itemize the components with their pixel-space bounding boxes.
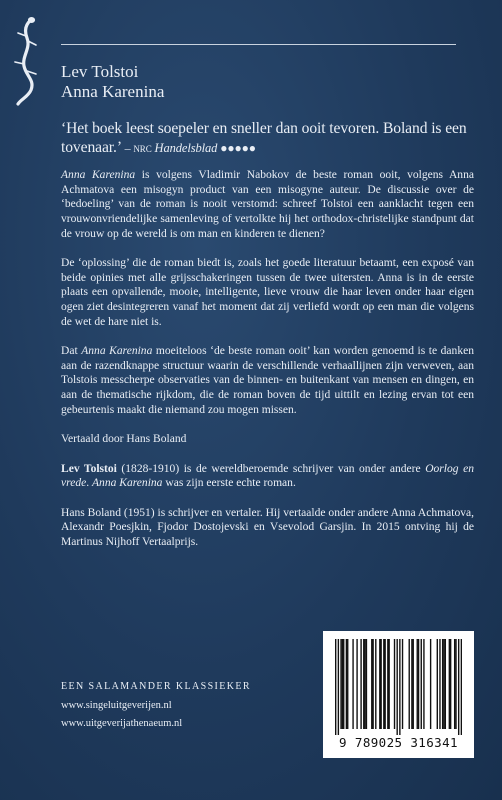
paragraph-1-text: is volgens Vladimir Nabokov de beste roman ooit, volgens Anna Achmatova een misogyn product van een misogyne auteur. De discussie over de ‘bedoeling’ van de roman is nooit verstomd: schreef Tolstoi een aanklacht tegen een vrouwonvriendelijke samenleving of vertolkte hij het orthodox-christelijke standpunt dat de vrouw op de wereld is om man en kinderen te dienen? [61, 169, 474, 240]
barcode-bar [375, 639, 376, 729]
barcode-bar [449, 639, 450, 729]
barcode-bar [443, 639, 444, 729]
barcode-bar [388, 639, 389, 729]
title-em: Anna Karenina [81, 345, 153, 358]
author-bio-post: was zijn eerste echte roman. [162, 477, 296, 490]
barcode-bar [402, 639, 403, 729]
quote-source-prefix: nrc [133, 141, 152, 155]
barcode-bar [338, 639, 339, 735]
barcode-bar [439, 639, 440, 729]
quote-source-name: Handelsblad [154, 141, 218, 155]
barcode-bar [380, 639, 381, 729]
barcode-bar [346, 639, 347, 729]
quote-dash: – [124, 141, 134, 155]
series-imprint: EEN SALAMANDER KLASSIEKER [61, 681, 251, 692]
author-bio-mid: . [86, 477, 92, 490]
barcode-bar [461, 639, 462, 735]
barcode-bar [372, 639, 373, 729]
paragraph-1 [61, 168, 474, 242]
barcode-bar [450, 639, 451, 729]
barcode-bar [383, 639, 384, 729]
barcode-bar [387, 639, 388, 729]
barcode-bar [342, 639, 343, 729]
barcode-bar [343, 639, 344, 729]
barcode-bar [379, 639, 380, 729]
barcode-bar [356, 639, 357, 729]
rating-dots: ●●●●● [220, 141, 256, 155]
barcode-bar [363, 639, 364, 729]
isbn-barcode [323, 631, 474, 758]
barcode-bar [384, 639, 385, 729]
barcode-bar [366, 639, 367, 729]
barcode-bar [364, 639, 365, 729]
barcode-bar [347, 639, 348, 729]
barcode-bar [340, 639, 341, 729]
publisher-url-1: www.singeluitgeverijen.nl [61, 700, 172, 711]
author-name: Lev Tolstoi [61, 62, 139, 81]
translator-credit: Vertaald door Hans Boland [61, 433, 187, 446]
barcode-bar [421, 639, 422, 729]
barcode-bar [396, 639, 397, 735]
paragraph-3-text: moeiteloos ‘de beste roman ooit’ kan worden genoemd is te danken aan de razendknappe structuur waarin de verschillende verhaallijnen zijn verweven, aan Tolstois messcherpe observaties van de binnen- en buitenkant van mensen en dingen, en aan de thematische rijkdom, die de roman boven de tijd uittilt en lezing ervan tot een gebeurtenis maakt die niemand zou mogen missen. [61, 345, 474, 416]
barcode-bar [352, 639, 353, 729]
barcode-bar [418, 639, 419, 729]
publisher-url-2: www.uitgeverijathenaeum.nl [61, 718, 183, 729]
barcode-bar [437, 639, 438, 729]
barcode-bar [455, 639, 456, 729]
press-quote [61, 119, 474, 158]
barcode-bar [411, 639, 412, 729]
barcode-bar [409, 639, 410, 729]
barcode-bar [417, 639, 418, 729]
title-em: Anna Karenina [61, 169, 136, 181]
top-rule [61, 44, 456, 45]
quote-source [125, 141, 256, 155]
paragraph-3 [61, 344, 474, 418]
barcode-bar [454, 639, 455, 729]
quote-text: ‘Het boek leest soepeler en sneller dan ooit tevoren. Boland is een tovenaar.’ [61, 120, 467, 156]
barcode-bar [423, 639, 424, 729]
author-bio [61, 462, 474, 491]
paragraph-2: De ‘oplossing’ die de roman biedt is, zoals het goede literatuur betaamt, een exposé van beide opinies met alle grijsschakeringen tussen de twee uitersten. Anna is in de eerste plaats een opvallende, mooie, intelligente, lieve vrouw die haar leven onder haar eigen ogen ziet desintegreren vanaf het moment dat zij verliefd wordt op een man die volgens de wet de hare niet is. [61, 257, 474, 328]
paragraph-3-pre: Dat [61, 345, 82, 358]
barcode-bars [335, 639, 462, 735]
blurb-body [61, 168, 474, 564]
barcode-bar [430, 639, 431, 729]
barcode-bar [371, 639, 372, 729]
salamander-logo-icon [9, 14, 49, 106]
work-title-em: Oorlog en vrede [61, 462, 474, 490]
barcode-bar [335, 639, 336, 735]
barcode-bar [445, 639, 446, 729]
barcode-bar [442, 639, 443, 729]
work-title-em: Anna Karenina [92, 477, 163, 490]
barcode-bar [458, 639, 459, 735]
barcode-bar [413, 639, 414, 729]
barcode-bar [394, 639, 395, 729]
translator-bio: Hans Boland (1951) is schrijver en vertaler. Hij vertaalde onder andere Anna Achmatova, Alexandr Poesjkin, Fjodor Dostojevski en Vsevolod Garsjin. In 2015 ontving hij de Martinus Nijhoff Vertaalprijs. [61, 506, 474, 549]
author-bio-pre: (1828-1910) is de wereldberoemde schrijver van onder andere [116, 462, 426, 475]
barcode-bar [399, 639, 400, 735]
isbn-digits: 9 789025 316341 [339, 735, 458, 750]
book-title: Anna Karenina [61, 82, 165, 101]
author-bio-name: Lev Tolstoi [61, 462, 117, 475]
barcode-bar [360, 639, 361, 729]
